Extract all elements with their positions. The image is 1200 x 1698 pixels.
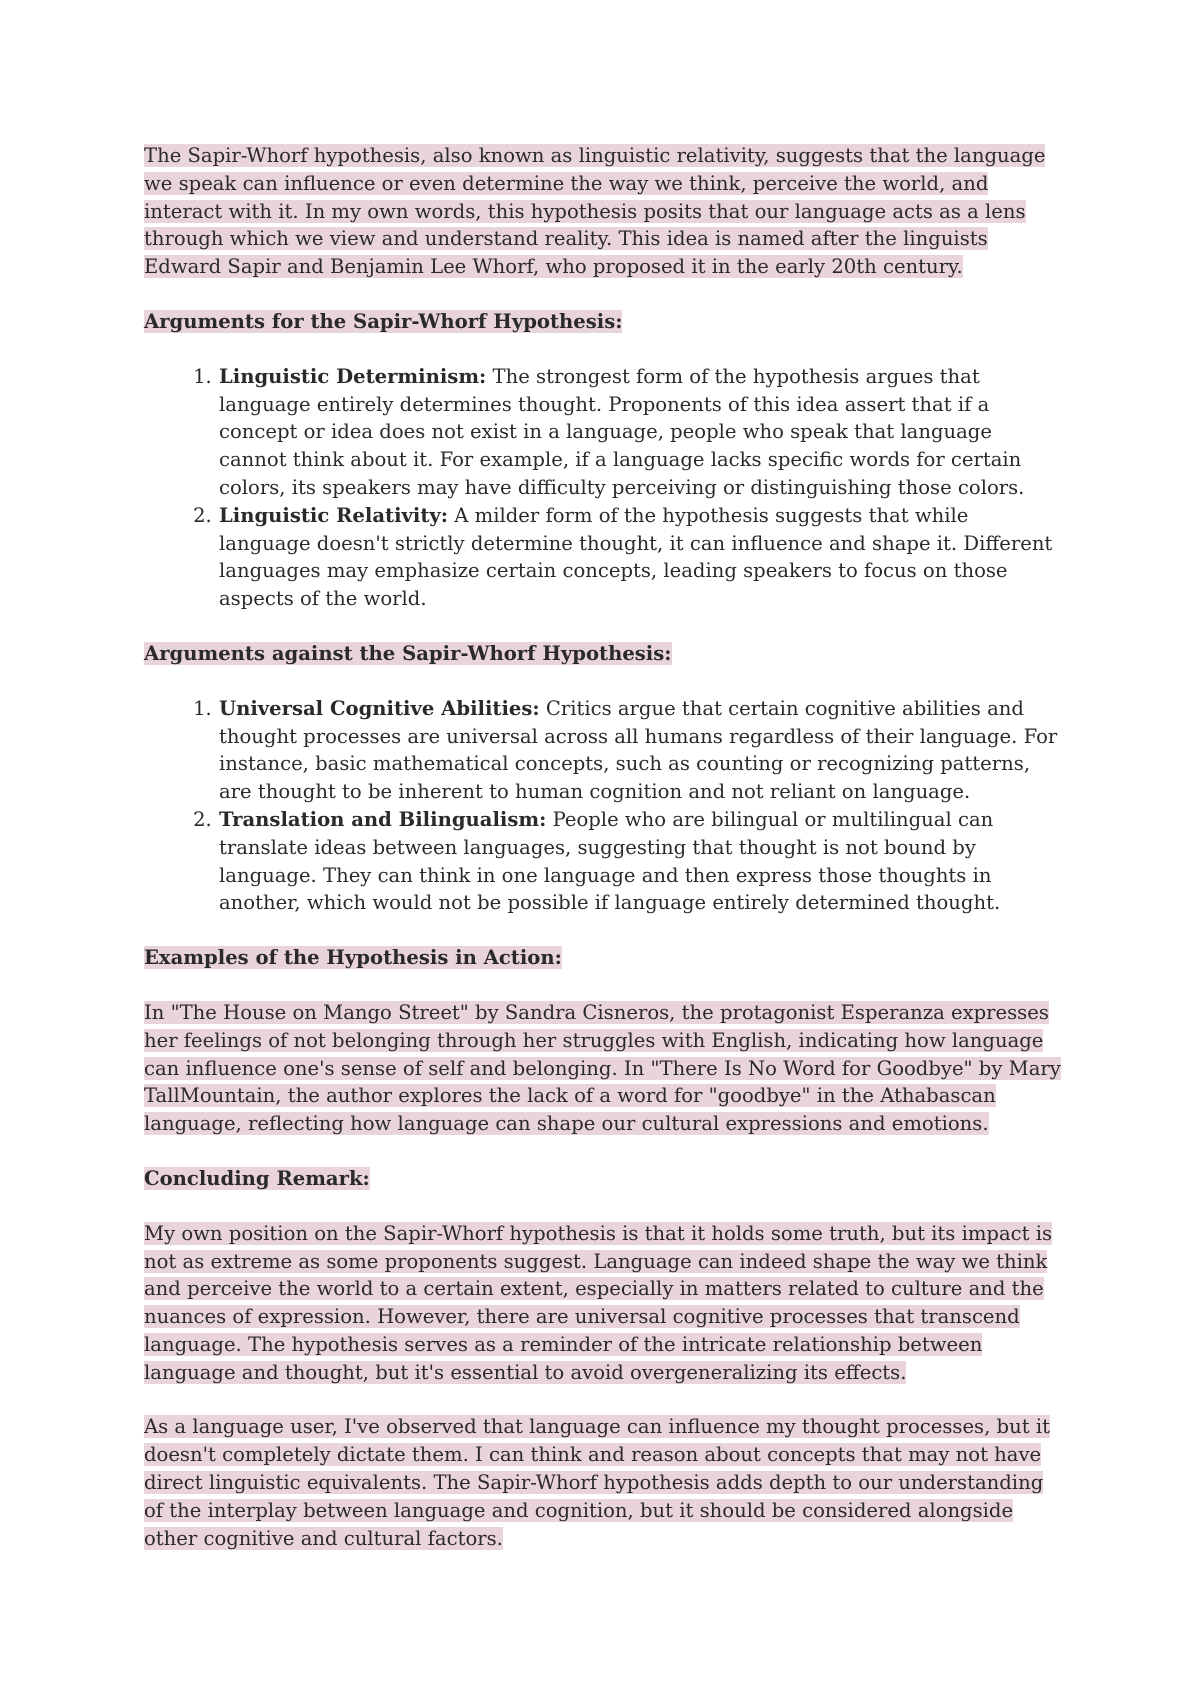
- intro-text: The Sapir-Whorf hypothesis, also known as linguistic relativity, suggests that the language we speak can influence or even determine the way we think, perceive the world, and interact with it. In my own words, this hypothesis posits that our language acts as a lens through which we view and understand reality. This idea is named after the linguists Edward Sapir and Benjamin Lee Whorf, who proposed it in the early 20th century.: [144, 144, 1046, 279]
- list-item-text: People who are bilingual or multilingual can translate ideas between languages, suggesting that thought is not bound by language. They can think in one language and then express those thoughts in another, which would not be possible if language entirely determined thought.: [219, 807, 1001, 915]
- list-item: [218, 806, 1064, 917]
- list-item-term: Linguistic Determinism:: [219, 364, 487, 388]
- against-arguments-heading: [144, 640, 1064, 668]
- examples-paragraph: [144, 999, 1064, 1138]
- list-item-term: Translation and Bilingualism:: [219, 807, 547, 831]
- list-item-text: Critics argue that certain cognitive abilities and thought processes are universal across all humans regardless of their language. For instance, basic mathematical concepts, such as counting or recognizing patterns, are thought to be inherent to human cognition and not reliant on language.: [219, 696, 1058, 804]
- for-arguments-list: [144, 363, 1064, 613]
- examples-heading-text: Examples of the Hypothesis in Action:: [144, 946, 562, 970]
- list-item: [218, 363, 1064, 502]
- against-arguments-list: [144, 695, 1064, 917]
- concluding-heading-text: Concluding Remark:: [144, 1166, 370, 1190]
- list-item-term: Linguistic Relativity:: [219, 503, 449, 527]
- examples-text: In "The House on Mango Street" by Sandra Cisneros, the protagonist Esperanza expresses her feelings of not belonging through her struggles with English, indicating how language can influence one's sense of self and belonging. In "There Is No Word for Goodbye" by Mary TallMountain, the author explores the lack of a word for "goodbye" in the Athabascan language, reflecting how language can shape our cultural expressions and emotions.: [144, 1000, 1061, 1136]
- examples-heading: [144, 944, 1064, 972]
- concluding-paragraph-2: [144, 1413, 1064, 1552]
- list-item-text: A milder form of the hypothesis suggests that while language doesn't strictly determine thought, it can influence and shape it. Different languages may emphasize certain concepts, leading speakers to focus on those aspects of the world.: [219, 503, 1053, 611]
- for-arguments-heading: [144, 308, 1064, 336]
- list-item-term: Universal Cognitive Abilities:: [219, 696, 540, 720]
- document-page: [144, 142, 1064, 1579]
- list-item: [218, 695, 1064, 806]
- for-arguments-heading-text: Arguments for the Sapir-Whorf Hypothesis:: [144, 309, 623, 333]
- concluding-paragraph-1: [144, 1220, 1064, 1387]
- list-item-text: The strongest form of the hypothesis argues that language entirely determines thought. Proponents of this idea assert that if a concept or idea does not exist in a language, people who speak that language cannot think about it. For example, if a language lacks specific words for certain colors, its speakers may have difficulty perceiving or distinguishing those colors.: [219, 364, 1025, 499]
- against-arguments-heading-text: Arguments against the Sapir-Whorf Hypothesis:: [144, 641, 672, 665]
- concluding-heading: [144, 1165, 1064, 1193]
- list-item: [218, 502, 1064, 613]
- intro-paragraph: [144, 142, 1064, 281]
- concluding-text-2: As a language user, I've observed that language can influence my thought processes, but it doesn't completely dictate them. I can think and reason about concepts that may not have direct linguistic equivalents. The Sapir-Whorf hypothesis adds depth to our understanding of the interplay between language and cognition, but it should be considered alongside other cognitive and cultural factors.: [144, 1415, 1050, 1550]
- concluding-text-1: My own position on the Sapir-Whorf hypothesis is that it holds some truth, but its impact is not as extreme as some proponents suggest. Language can indeed shape the way we think and perceive the world to a certain extent, especially in matters related to culture and the nuances of expression. However, there are universal cognitive processes that transcend language. The hypothesis serves as a reminder of the intricate relationship between language and thought, but it's essential to avoid overgeneralizing its effects.: [144, 1221, 1053, 1384]
